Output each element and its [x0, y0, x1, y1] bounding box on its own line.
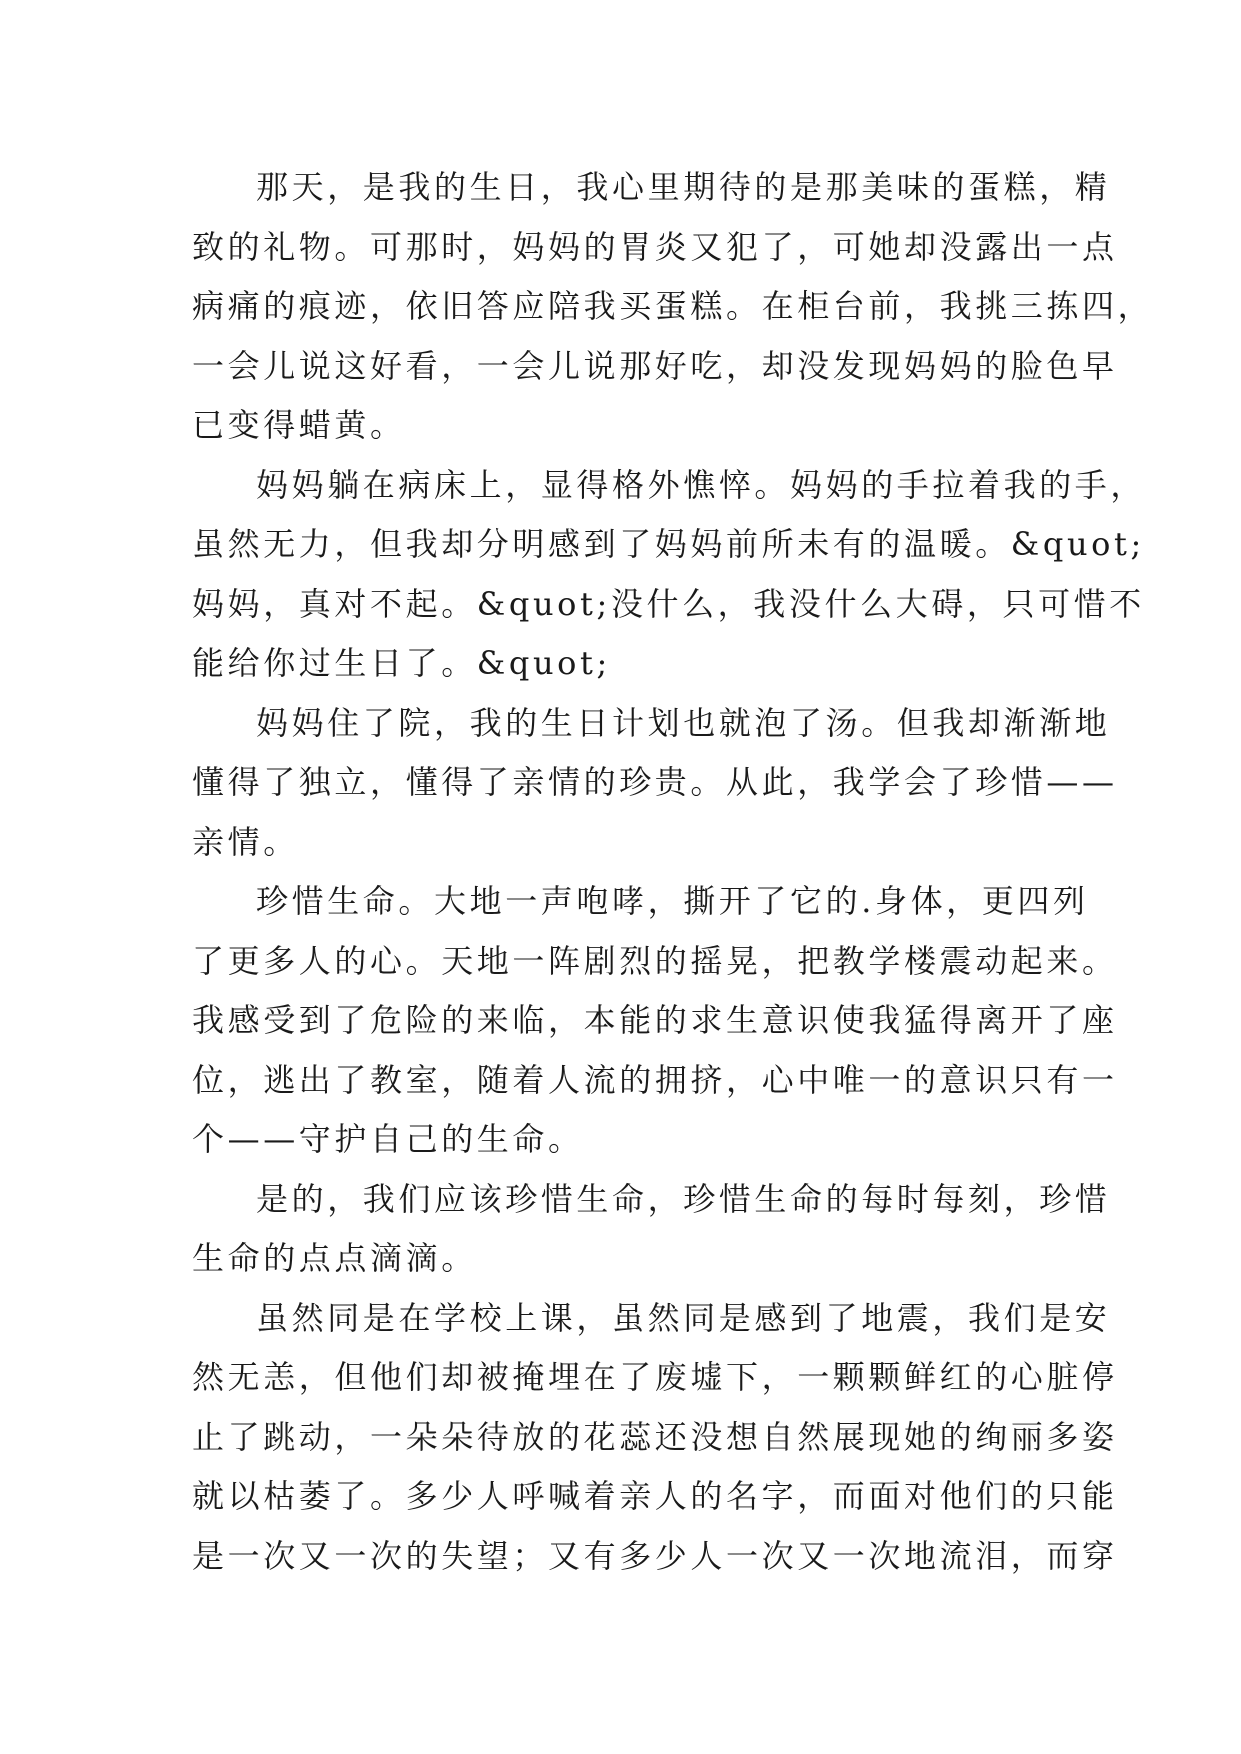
text-line: 了更多人的心。天地一阵剧烈的摇晃，把教学楼震动起来。 — [192, 941, 1118, 980]
text-line: 虽然无力，但我却分明感到了妈妈前所未有的温暖。&quot; — [192, 525, 1145, 563]
text-line: 珍惜生命。大地一声咆哮，撕开了它的.身体，更四列 — [256, 882, 1089, 920]
text-line: 那天，是我的生日，我心里期待的是那美味的蛋糕，精 — [256, 168, 1111, 206]
text-line: 病痛的痕迹，依旧答应陪我买蛋糕。在柜台前，我挑三拣四， — [192, 287, 1154, 325]
text-line: 位，逃出了教室，随着人流的拥挤，心中唯一的意识只有一 — [192, 1060, 1118, 1099]
text-line: 妈妈躺在病床上，显得格外憔悴。妈妈的手拉着我的手， — [256, 465, 1147, 504]
text-line: 懂得了独立，懂得了亲情的珍贵。从此，我学会了珍惜—— — [192, 763, 1118, 801]
text-line: 一会儿说这好看，一会儿说那好吃，却没发现妈妈的脸色早 — [192, 346, 1118, 385]
text-line: 生命的点点滴滴。 — [192, 1239, 477, 1277]
text-line: 妈妈，真对不起。&quot;没什么，我没什么大碍，只可惜不 — [192, 584, 1145, 623]
text-line: 虽然同是在学校上课，虽然同是感到了地震，我们是安 — [256, 1298, 1111, 1337]
text-line: 是的，我们应该珍惜生命，珍惜生命的每时每刻，珍惜 — [256, 1179, 1111, 1218]
text-line: 亲情。 — [192, 822, 299, 861]
text-line: 止了跳动，一朵朵待放的花蕊还没想自然展现她的绚丽多姿 — [192, 1417, 1118, 1456]
text-line: 我感受到了危险的来临，本能的求生意识使我猛得离开了座 — [192, 1001, 1118, 1039]
document-body — [192, 158, 1154, 1586]
text-line: 是一次又一次的失望；又有多少人一次又一次地流泪，而穿 — [192, 1536, 1118, 1575]
text-line: 妈妈住了院，我的生日计划也就泡了汤。但我却渐渐地 — [256, 703, 1111, 742]
text-line: 能给你过生日了。&quot; — [192, 644, 611, 682]
text-line: 个——守护自己的生命。 — [192, 1120, 584, 1158]
text-line: 然无恙，但他们却被掩埋在了废墟下，一颗颗鲜红的心脏停 — [192, 1358, 1118, 1396]
text-line: 已变得蜡黄。 — [192, 406, 406, 444]
text-line: 致的礼物。可那时，妈妈的胃炎又犯了，可她却没露出一点 — [192, 227, 1118, 266]
text-line: 就以枯萎了。多少人呼喊着亲人的名字，而面对他们的只能 — [192, 1477, 1118, 1515]
